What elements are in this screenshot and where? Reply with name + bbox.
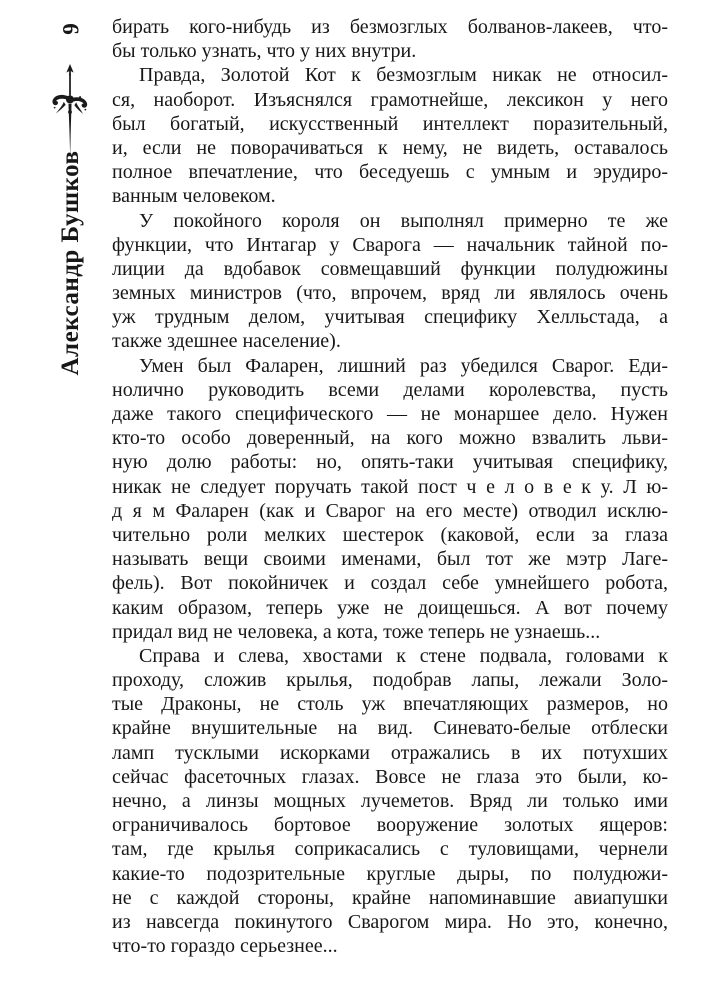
- text-line: д я м Фаларен (как и Сварог на его месте) отводил исклю-: [112, 499, 668, 522]
- paragraph: [112, 644, 668, 958]
- text-line: также здешнее население).: [112, 330, 341, 353]
- text-line: какие-то подозрительные круглые дыры, по полудюжи-: [112, 862, 668, 885]
- text-line: что-то гораздо серьезнее...: [112, 935, 338, 958]
- text-line: не с каждой стороны, крайне напоминавшие авиапушки: [112, 886, 668, 909]
- text-line: уж трудным делом, учитывая специфику Хелльстада, а: [112, 306, 668, 329]
- text-line: из навсегда покинутого Сварогом мира. Но это, конечно,: [112, 910, 668, 933]
- text-line: даже такого специфического — не монаршее дело. Нужен: [112, 403, 668, 425]
- text-line: называть вещи своими именами, был тот же мэтр Лаге-: [112, 548, 668, 571]
- text-line: Правда, Золотой Кот к безмозглым никак не относил-: [139, 64, 668, 87]
- text-line: Справа и слева, хвостами к стене подвала, головами к: [139, 644, 668, 667]
- text-line: ванным человеком.: [112, 185, 276, 208]
- text-line: земных министров (что, впрочем, вряд ли являлось очень: [112, 282, 668, 305]
- text-line: ную долю работы: но, опять-таки учитывая специфику,: [112, 451, 668, 474]
- text-line: сейчас фасеточных глазах. Вовсе не глаза это были, ко-: [112, 765, 668, 788]
- text-line: Умен был Фаларен, лишний раз убедился Сварог. Еди-: [139, 354, 668, 377]
- page-number: 6: [58, 23, 83, 35]
- text-line: кто-то особо доверенный, на кого можно взвалить льви-: [112, 427, 668, 450]
- text-line: там, где крылья соприкасались с туловищами, чернели: [112, 838, 668, 861]
- text-line: тые Драконы, не столь уж впечатляющих размеров, но: [112, 693, 668, 716]
- text-line: крайне внушительные на вид. Синевато-белые отблески: [112, 717, 668, 740]
- text-line: придал вид не человека, а кота, тоже теперь не узнаешь...: [112, 620, 601, 643]
- text-line: нечно, а линзы мощных лучеметов. Вряд ли только ими: [112, 790, 668, 812]
- text-line: бирать кого-нибудь из безмозглых болванов-лакеев, что-: [112, 16, 668, 38]
- paragraph: [112, 63, 668, 208]
- text-line: никак не следует поручать такой пост ч е л о в е к у. Л ю-: [112, 475, 668, 498]
- text-line: фель). Вот покойничек и создал себе умнейшего робота,: [112, 572, 668, 595]
- text-line: функции, что Интагар у Сварога — начальник тайной по-: [112, 233, 668, 256]
- text-line: чительно роли мелких шестерок (каковой, если за глаза: [112, 523, 668, 546]
- author-name: Александр Бушков: [57, 150, 84, 376]
- paragraph: [112, 354, 668, 644]
- text-line: проходу, сложив крылья, подобрав лапы, лежали Золо-: [112, 669, 668, 692]
- text-line: нолично руководить всеми делами королевства, пусть: [112, 378, 668, 401]
- sword-icon: [41, 64, 99, 160]
- text-line: лиции да вдобавок совмещавший функции полудюжины: [112, 257, 668, 280]
- paragraph: [112, 209, 668, 354]
- text-line: У покойного короля он выполнял примерно те же: [139, 209, 668, 232]
- text-line: ся, наоборот. Изъяснялся грамотнейше, лексикон у него: [112, 88, 668, 111]
- text-line: был богатый, искусственный интеллект поразительный,: [112, 112, 668, 135]
- text-line: каким образом, теперь уже не доищешься. А вот почему: [112, 596, 668, 619]
- text-line: ограничивалось бортовое вооружение золотых ящеров:: [112, 814, 668, 837]
- text-line: ламп тусклыми искорками отражались в их потухших: [112, 741, 668, 764]
- text-line: бы только узнать, что у них внутри.: [112, 40, 417, 63]
- text-line: и, если не поворачиваться к нему, не видеть, оставалось: [112, 136, 668, 159]
- text-block: [112, 15, 668, 958]
- text-line: полное впечатление, что беседуешь с умным и эрудиро-: [112, 161, 668, 184]
- paragraph: [112, 15, 668, 63]
